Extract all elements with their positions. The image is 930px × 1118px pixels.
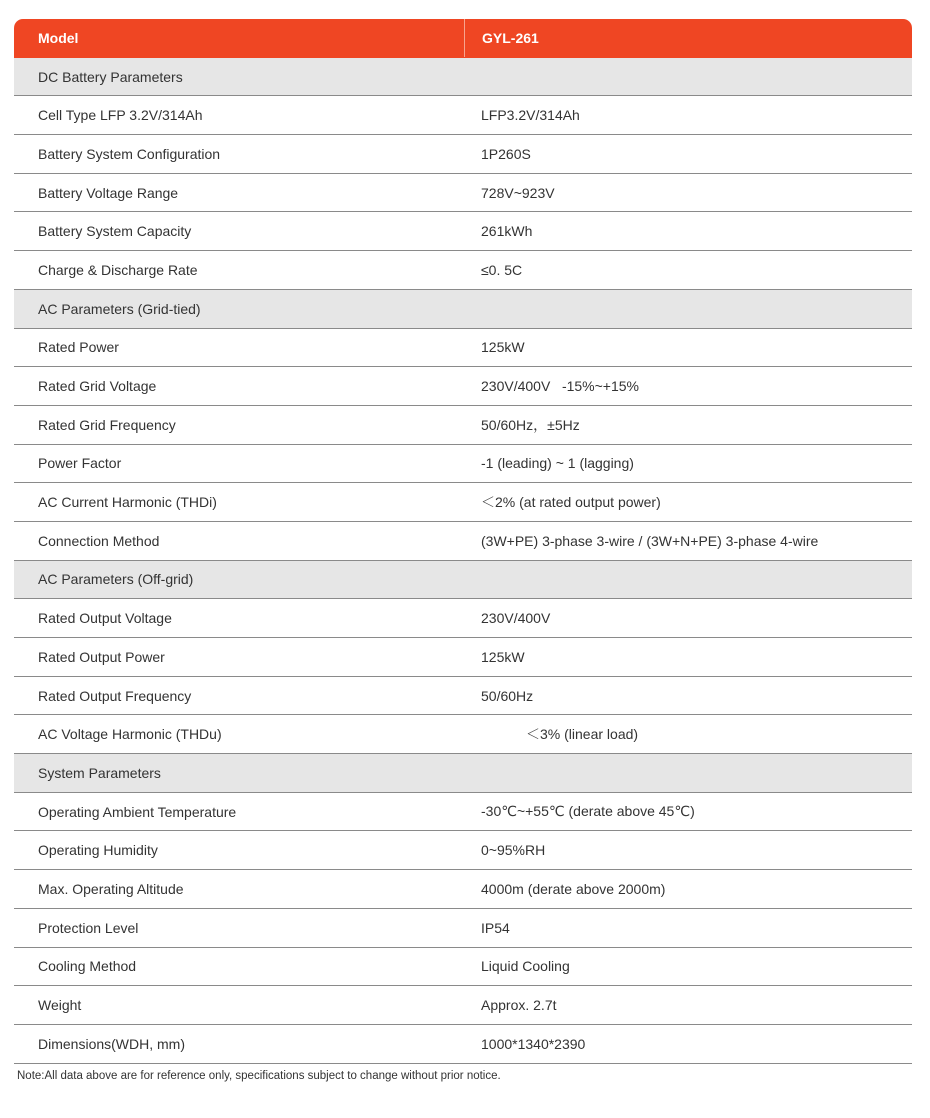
- table-row: [14, 1025, 912, 1064]
- footnote: Note:All data above are for reference only, specifications subject to change without prior notice.: [17, 1070, 501, 1082]
- row-value: Approx. 2.7t: [481, 997, 557, 1014]
- row-label: Rated Output Voltage: [38, 610, 172, 627]
- row-value: (3W+PE) 3-phase 3-wire / (3W+N+PE) 3-phase 4-wire: [481, 532, 819, 549]
- table-header: [14, 19, 912, 58]
- row-label: AC Current Harmonic (THDi): [38, 494, 217, 511]
- table-row: [14, 793, 912, 832]
- table-row: [14, 870, 912, 909]
- table-row: [14, 406, 912, 445]
- row-label: Charge & Discharge Rate: [38, 261, 198, 278]
- row-label: Rated Output Power: [38, 648, 165, 665]
- table-row: [14, 174, 912, 213]
- table-row: [14, 599, 912, 638]
- row-label: Cooling Method: [38, 958, 137, 975]
- model-value: GYL-261: [464, 19, 912, 57]
- section-dc-battery: [14, 58, 912, 97]
- row-label: Weight: [38, 997, 82, 1014]
- section-title: AC Parameters (Grid-tied): [38, 300, 201, 317]
- row-value: 1P260S: [481, 145, 531, 162]
- row-value: 0~95%RH: [481, 842, 546, 859]
- table-row: [14, 367, 912, 406]
- row-value: ＜3% (linear load): [526, 726, 639, 743]
- row-value: 125kW: [481, 339, 525, 356]
- row-label: Battery System Configuration: [38, 145, 221, 162]
- table-row: [14, 831, 912, 870]
- row-label: Dimensions(WDH, mm): [38, 1035, 185, 1052]
- row-value: ≤0. 5C: [481, 261, 523, 278]
- row-value: 230V/400V: [481, 610, 551, 627]
- spec-table: [14, 19, 912, 1064]
- table-row: [14, 948, 912, 987]
- row-value: 230V/400V -15%~+15%: [481, 378, 640, 395]
- table-row: [14, 522, 912, 561]
- row-value: 50/60Hz: [481, 687, 534, 704]
- model-label: Model: [38, 29, 79, 46]
- row-label: Rated Power: [38, 339, 119, 356]
- table-row: [14, 96, 912, 135]
- row-label: Rated Grid Voltage: [38, 378, 157, 395]
- row-value: 125kW: [481, 648, 525, 665]
- row-label: Cell Type LFP 3.2V/314Ah: [38, 107, 203, 124]
- row-label: Power Factor: [38, 455, 122, 472]
- row-value: -30℃~+55℃ (derate above 45℃): [481, 803, 695, 820]
- row-value: 50/60Hz，±5Hz: [481, 416, 580, 433]
- row-label: Rated Output Frequency: [38, 687, 192, 704]
- table-row: [14, 986, 912, 1025]
- row-value: 4000m (derate above 2000m): [481, 880, 666, 897]
- table-row: [14, 677, 912, 716]
- row-label: Connection Method: [38, 532, 160, 549]
- section-ac-grid-tied: [14, 290, 912, 329]
- row-value: ＜2% (at rated output power): [481, 494, 661, 511]
- row-label: Battery Voltage Range: [38, 184, 179, 201]
- table-row: [14, 715, 912, 754]
- section-title: System Parameters: [38, 764, 161, 781]
- row-label: Operating Ambient Temperature: [38, 803, 237, 820]
- table-row: [14, 212, 912, 251]
- row-label: Battery System Capacity: [38, 223, 192, 240]
- table-row: [14, 638, 912, 677]
- section-title: DC Battery Parameters: [38, 68, 183, 85]
- row-label: Rated Grid Frequency: [38, 416, 176, 433]
- section-system: [14, 754, 912, 793]
- row-value: LFP3.2V/314Ah: [481, 107, 580, 124]
- table-row: [14, 329, 912, 368]
- row-label: Max. Operating Altitude: [38, 880, 184, 897]
- section-ac-off-grid: [14, 561, 912, 600]
- section-title: AC Parameters (Off-grid): [38, 571, 194, 588]
- row-value: 728V~923V: [481, 184, 555, 201]
- table-row: [14, 445, 912, 484]
- table-row: [14, 251, 912, 290]
- row-label: Protection Level: [38, 919, 139, 936]
- table-row: [14, 909, 912, 948]
- row-value: 261kWh: [481, 223, 533, 240]
- row-value: -1 (leading) ~ 1 (lagging): [481, 455, 634, 472]
- row-value: Liquid Cooling: [481, 958, 570, 975]
- row-value: 1000*1340*2390: [481, 1035, 586, 1052]
- row-label: Operating Humidity: [38, 842, 158, 859]
- row-value: IP54: [481, 919, 510, 936]
- row-label: AC Voltage Harmonic (THDu): [38, 726, 222, 743]
- table-row: [14, 135, 912, 174]
- table-row: [14, 483, 912, 522]
